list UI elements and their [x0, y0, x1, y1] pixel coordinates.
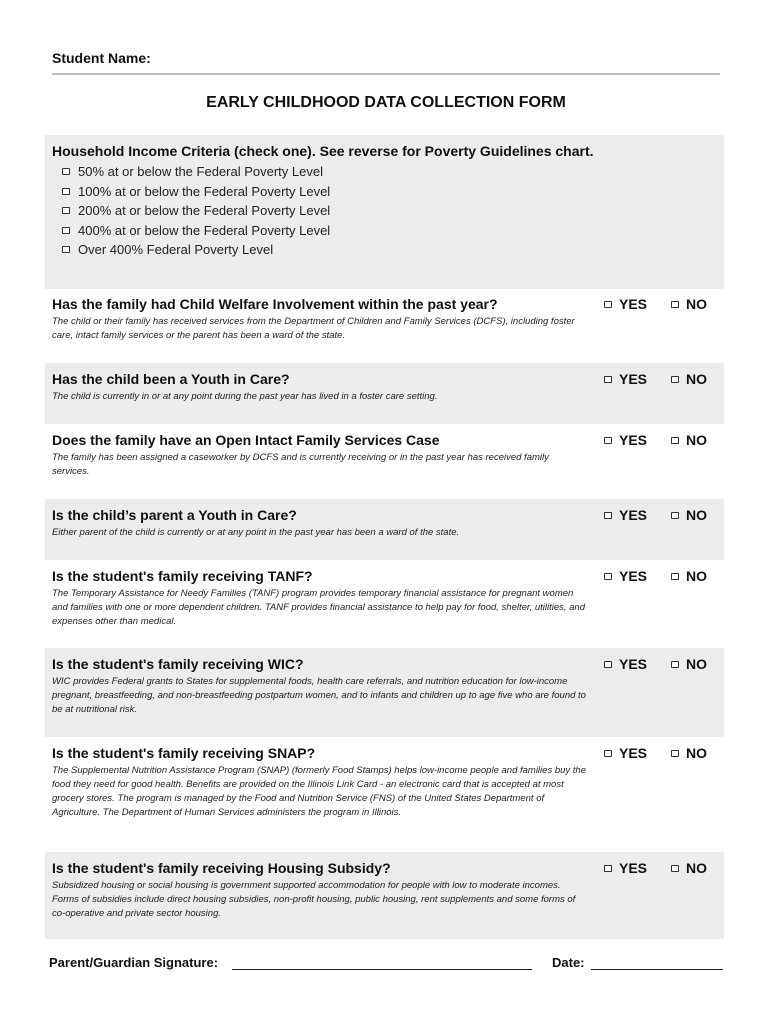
checkbox-icon[interactable] [604, 376, 612, 383]
no-option[interactable]: NO [671, 296, 707, 312]
question-title: Has the family had Child Welfare Involvement within the past year? [52, 296, 498, 312]
checkbox-icon[interactable] [604, 661, 612, 668]
form-title: EARLY CHILDHOOD DATA COLLECTION FORM [206, 94, 566, 111]
question-description: The family has been assigned a caseworker by DCFS and is currently receiving or in the past year has received family services. [52, 452, 549, 477]
date-line[interactable] [591, 969, 723, 970]
yes-option[interactable]: YES [604, 745, 647, 761]
question-tanf [45, 560, 724, 648]
income-option-50[interactable]: 50% at or below the Federal Poverty Level [62, 162, 724, 182]
checkbox-icon[interactable] [671, 301, 679, 308]
question-description: WIC provides Federal grants to States for supplemental foods, health care referrals, and nutrition education for low-income pregnant, breastfeeding, and non-breastfeeding postpartum women, and to infants and children up to age five who are found to be at nutritional risk. [52, 676, 586, 715]
question-title: Is the child’s parent a Youth in Care? [52, 507, 297, 523]
income-option-400[interactable]: 400% at or below the Federal Poverty Level [62, 221, 724, 241]
question-description: Subsidized housing or social housing is government supported accommodation for people with low to moderate incomes. Forms of subsidies include direct housing subsidies, non-profit housing, public housing, rent supplements and some forms of co-operative and private sector housing. [52, 880, 576, 919]
no-option[interactable]: NO [671, 371, 707, 387]
checkbox-icon[interactable] [671, 437, 679, 444]
checkbox-icon[interactable] [604, 865, 612, 872]
checkbox-icon[interactable] [604, 512, 612, 519]
yes-option[interactable]: YES [604, 432, 647, 448]
checkbox-icon[interactable] [62, 227, 70, 234]
checkbox-icon[interactable] [671, 376, 679, 383]
question-housing-subsidy [45, 852, 724, 939]
checkbox-icon[interactable] [671, 750, 679, 757]
question-description: The child is currently in or at any point during the past year has lived in a foster care setting. [52, 391, 438, 402]
question-title: Is the student's family receiving TANF? [52, 568, 313, 584]
question-title: Does the family have an Open Intact Family Services Case [52, 432, 440, 448]
yes-option[interactable]: YES [604, 860, 647, 876]
signature-line[interactable] [232, 969, 532, 970]
income-option-over-400[interactable]: Over 400% Federal Poverty Level [62, 240, 724, 260]
question-description: The Supplemental Nutrition Assistance Program (SNAP) (formerly Food Stamps) helps low-income people and families buy the food they need for good health. Benefits are provided on the Illinois Link Card - an electronic card that is accepted at most grocery stores. The program is managed by the Food and Nutrition Service (FNS) of the United States Department of Agriculture. The Department of Human Services administers the program in Illinois. [52, 765, 586, 818]
no-option[interactable]: NO [671, 432, 707, 448]
yes-option[interactable]: YES [604, 656, 647, 672]
checkbox-icon[interactable] [62, 246, 70, 253]
checkbox-icon[interactable] [604, 573, 612, 580]
question-description: Either parent of the child is currently or at any point in the past year has been a ward of the state. [52, 527, 460, 538]
yes-option[interactable]: YES [604, 371, 647, 387]
yes-option[interactable]: YES [604, 507, 647, 523]
income-title: Household Income Criteria (check one). See reverse for Poverty Guidelines chart. [52, 143, 594, 159]
question-title: Is the student's family receiving SNAP? [52, 745, 316, 761]
income-options [62, 162, 724, 260]
question-title: Is the student's family receiving WIC? [52, 656, 304, 672]
checkbox-icon[interactable] [604, 437, 612, 444]
no-option[interactable]: NO [671, 568, 707, 584]
signature-label: Parent/Guardian Signature: [49, 955, 219, 970]
question-title: Is the student's family receiving Housing Subsidy? [52, 860, 391, 876]
student-name-label: Student Name: [52, 50, 151, 66]
no-option[interactable]: NO [671, 745, 707, 761]
checkbox-icon[interactable] [62, 168, 70, 175]
question-child-welfare [45, 288, 724, 364]
checkbox-icon[interactable] [604, 750, 612, 757]
yes-option[interactable]: YES [604, 568, 647, 584]
checkbox-icon[interactable] [62, 188, 70, 195]
question-title: Has the child been a Youth in Care? [52, 371, 290, 387]
income-section [45, 135, 724, 289]
checkbox-icon[interactable] [671, 573, 679, 580]
question-description: The child or their family has received services from the Department of Children and Family Services (DCFS), including foster care, intact family services or the parent has been a ward of the state. [52, 316, 575, 341]
student-name-line[interactable] [52, 73, 720, 75]
question-intact-family-case [45, 424, 724, 500]
checkbox-icon[interactable] [671, 512, 679, 519]
checkbox-icon[interactable] [671, 661, 679, 668]
question-wic [45, 648, 724, 737]
income-option-200[interactable]: 200% at or below the Federal Poverty Level [62, 201, 724, 221]
question-snap [45, 737, 724, 852]
question-description: The Temporary Assistance for Needy Families (TANF) program provides temporary financial assistance for pregnant women and families with one or more dependent children. TANF provides financial assistance to help pay for food, shelter, utilities, and expenses other than medical. [52, 588, 585, 627]
checkbox-icon[interactable] [604, 301, 612, 308]
income-option-100[interactable]: 100% at or below the Federal Poverty Level [62, 182, 724, 202]
no-option[interactable]: NO [671, 860, 707, 876]
checkbox-icon[interactable] [62, 207, 70, 214]
no-option[interactable]: NO [671, 656, 707, 672]
question-youth-in-care [45, 363, 724, 424]
checkbox-icon[interactable] [671, 865, 679, 872]
yes-option[interactable]: YES [604, 296, 647, 312]
date-label: Date: [552, 955, 585, 970]
question-parent-youth-in-care [45, 499, 724, 560]
no-option[interactable]: NO [671, 507, 707, 523]
